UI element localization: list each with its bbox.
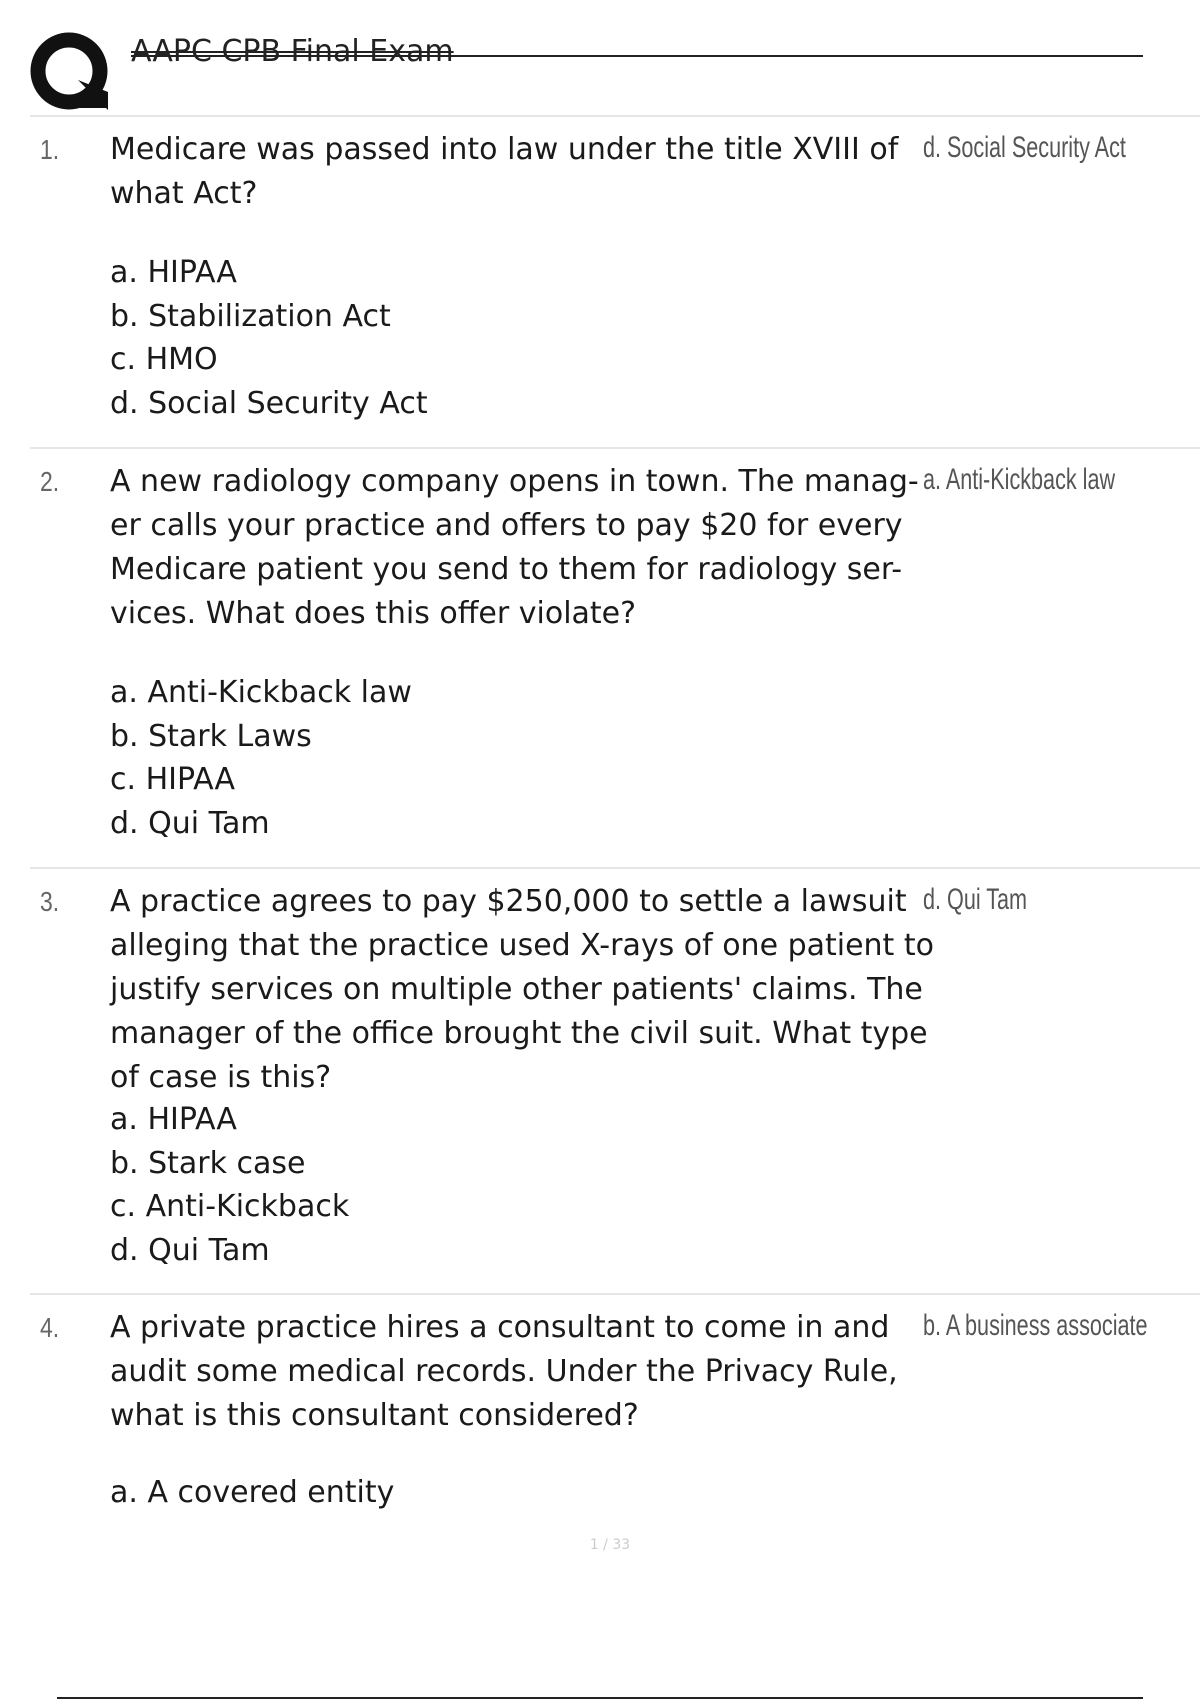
option-item: b. Stabilization Act <box>110 298 391 334</box>
option-item: b. Stark Laws <box>110 718 312 754</box>
question-number: 3. <box>40 886 60 917</box>
option-item: a. A covered entity <box>110 1475 395 1510</box>
option-item: a. HIPAA <box>110 1102 237 1137</box>
page-number: 1 / 33 <box>589 1537 631 1553</box>
question-card-4 <box>30 1295 1200 1525</box>
question-text: Medicare was passed into law under the title XVIII of what Act? <box>110 132 899 211</box>
option-list <box>110 1098 349 1272</box>
option-item: d. Qui Tam <box>110 805 270 841</box>
answer-text: d. Social Security Act <box>923 131 1126 164</box>
question-text: A private practice hires a consultant to come in and audit some medical records. Under the Privacy Rule, what is this consultant considered? <box>110 1310 898 1433</box>
option-item: b. Stark case <box>110 1145 306 1181</box>
page-header <box>0 0 1200 116</box>
document-title: AAPC CPB Final Exam <box>131 34 454 69</box>
answer-text: d. Qui Tam <box>923 883 1028 916</box>
option-list <box>110 1471 394 1515</box>
answer-text: b. A business associate <box>923 1309 1148 1342</box>
answer-text: a. Anti-Kickback law <box>923 463 1116 496</box>
option-item: a. Anti-Kickback law <box>110 675 412 710</box>
question-text: A practice agrees to pay $250,000 to settle a lawsuit alleging that the practice used X-rays of one patient to justify services on multiple other patients' claims. The manager of the office brought the civil suit. What type of case is this? <box>110 884 934 1095</box>
option-item: c. Anti-Kickback <box>110 1189 350 1224</box>
question-card-2 <box>30 449 1200 869</box>
question-card-1 <box>30 117 1200 449</box>
question-card-3 <box>30 869 1200 1295</box>
option-list <box>110 251 428 425</box>
option-item: c. HMO <box>110 342 218 377</box>
question-number: 1. <box>40 134 60 165</box>
option-item: d. Social Security Act <box>110 385 428 421</box>
question-text: A new radiology company opens in town. The manag- er calls your practice and offers to pay $20 for every Medicare patient you send to them for radiology ser- vices. What does this offer violate? <box>110 464 919 631</box>
option-list <box>110 671 412 845</box>
question-number: 2. <box>40 466 60 497</box>
question-number: 4. <box>40 1312 60 1343</box>
option-item: d. Qui Tam <box>110 1232 270 1268</box>
option-item: a. HIPAA <box>110 255 237 290</box>
option-item: c. HIPAA <box>110 762 236 797</box>
quizlet-logo-icon <box>30 30 112 112</box>
footer-rule <box>57 1697 1143 1699</box>
